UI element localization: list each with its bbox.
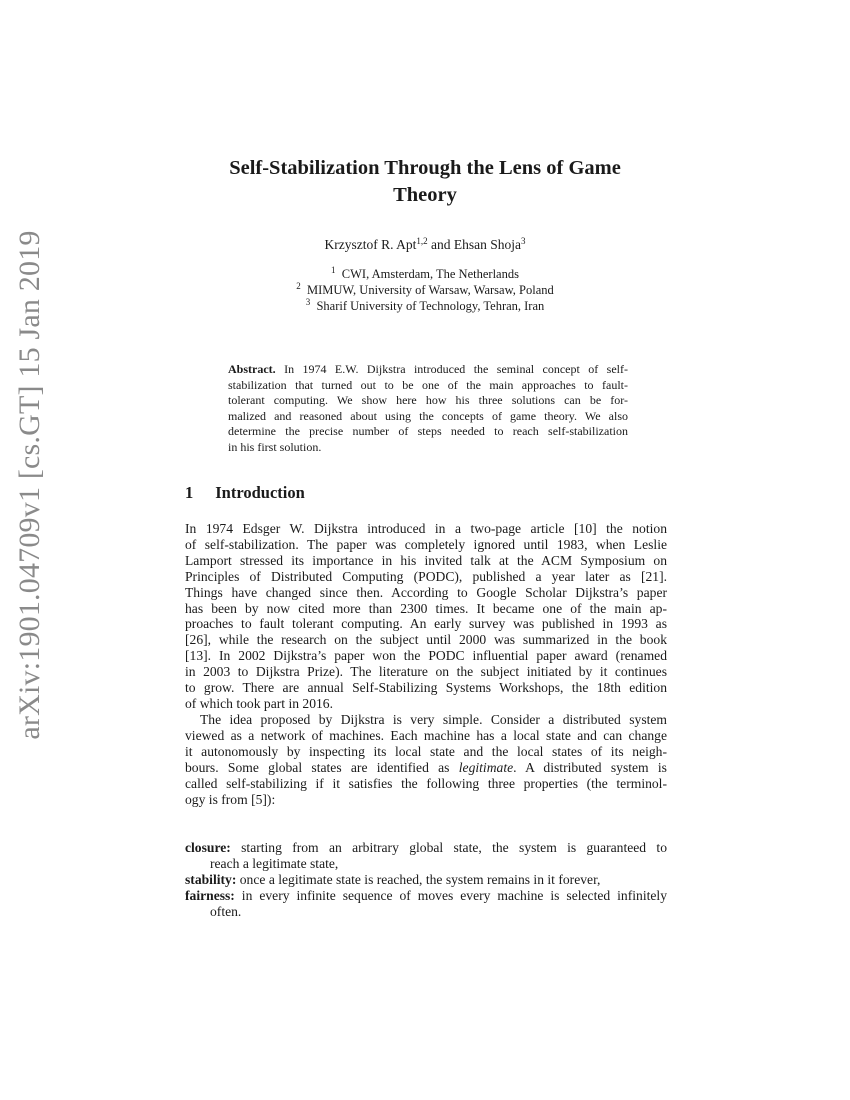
- property-line: [185, 872, 667, 888]
- property-term: fairness:: [185, 888, 235, 903]
- paragraph-line: bours. Some global states are identified as legitimate. A distributed system is: [185, 759, 667, 775]
- paragraph-line: The idea proposed by Dijkstra is very simple. Consider a distributed system: [200, 712, 667, 727]
- paragraph-line: of which took part in 2016.: [185, 695, 333, 711]
- property-text: starting from an arbitrary global state, the system is guaranteed to: [230, 840, 667, 855]
- paragraph-line: In 1974 Edsger W. Dijkstra introduced in a two-page article [10] the notion: [185, 521, 667, 536]
- property-line: [210, 856, 667, 872]
- abstract-label: Abstract.: [228, 362, 276, 376]
- paragraph-line: Principles of Distributed Computing (PODC), published a year later as [21].: [185, 568, 667, 584]
- abstract-line: [228, 362, 628, 377]
- section-heading: [185, 483, 327, 503]
- abstract-text: in his first solution.: [228, 440, 322, 454]
- property-text: reach a legitimate state,: [210, 856, 339, 871]
- abstract-line: [228, 440, 628, 455]
- paragraph-line: it autonomously by inspecting its local state and the local states of its neigh-: [185, 743, 667, 759]
- affiliation: [150, 297, 700, 314]
- paper-title: [150, 155, 700, 209]
- abstract-text: determine the precise number of steps needed to reach self-stabilization: [228, 424, 628, 439]
- property-term: closure:: [185, 840, 231, 855]
- abstract-text: stabilization that turned out to be one of the main approaches to fault-: [228, 377, 628, 392]
- abstract-text: In 1974 E.W. Dijkstra introduced the seminal concept of self-: [275, 362, 628, 376]
- property-line: [185, 888, 667, 904]
- author-name: and Ehsan Shoja: [427, 237, 521, 252]
- paragraph-line: in 2003 to Dijkstra Prize). The literature on the subject initiated by it continues: [185, 664, 667, 680]
- section-title: Introduction: [215, 483, 305, 502]
- affiliation-text: CWI, Amsterdam, The Netherlands: [341, 267, 519, 281]
- affiliation-ref: 3: [521, 236, 526, 246]
- abstract-line: [228, 393, 628, 408]
- paragraph-line: Things have changed since then. According to Google Scholar Dijkstra’s paper: [185, 584, 667, 600]
- paragraph-line: proaches to fault tolerant computing. An early survey was published in 1993 as: [185, 616, 667, 632]
- property-text: once a legitimate state is reached, the system remains in it forever,: [236, 872, 601, 887]
- property-term: stability:: [185, 872, 237, 887]
- paragraph-line: Lamport stressed its importance in his invited talk at the ACM Symposium on: [185, 552, 667, 568]
- paragraph-line: [13]. In 2002 Dijkstra’s paper won the PODC influential paper award (renamed: [185, 648, 667, 664]
- paragraph-line: to grow. There are annual Self-Stabilizing Systems Workshops, the 18th edition: [185, 680, 667, 695]
- property-text: often.: [210, 904, 242, 919]
- affiliation-number: 2: [296, 281, 301, 291]
- abstract-text: tolerant computing. We show here how his three solutions can be for-: [228, 393, 628, 408]
- affiliation-number: 1: [331, 265, 336, 275]
- affiliation-number: 3: [305, 297, 311, 307]
- section-number: 1: [185, 483, 194, 502]
- paragraph-line: has been by now cited more than 2300 times. It became one of the main ap-: [185, 600, 667, 616]
- paragraph-line: ogy is from [5]):: [185, 791, 276, 807]
- affiliation: [150, 281, 700, 298]
- affiliation-ref: 1,2: [416, 236, 428, 246]
- affiliation: [150, 265, 700, 282]
- paragraph-line: [26], while the research on the subject until 2000 was summarized in the book: [185, 632, 667, 648]
- property-line: [210, 904, 667, 920]
- paragraph-line: viewed as a network of machines. Each machine has a local state and can change: [185, 727, 667, 743]
- arxiv-stamp: arXiv:1901.04709v1 [cs.GT] 15 Jan 2019: [13, 230, 46, 740]
- abstract-line: [228, 409, 628, 424]
- paragraph-line: of self-stabilization. The paper was completely ignored until 1983, when Leslie: [185, 536, 667, 552]
- title-line: Self-Stabilization Through the Lens of Game: [229, 157, 621, 179]
- paragraph-line: called self-stabilizing if it satisfies the following three properties (the terminol-: [185, 775, 667, 791]
- property-line: [185, 840, 667, 856]
- affiliation-text: MIMUW, University of Warsaw, Warsaw, Poland: [306, 283, 554, 297]
- abstract-line: [228, 424, 628, 439]
- affiliation-text: Sharif University of Technology, Tehran, Iran: [316, 299, 545, 313]
- author-name: Krzysztof R. Apt: [324, 237, 417, 252]
- property-text: in every infinite sequence of moves every machine is selected infinitely: [234, 888, 667, 903]
- abstract-line: [228, 378, 628, 393]
- abstract-text: malized and reasoned about using the concepts of game theory. We also: [228, 408, 628, 423]
- title-line: Theory: [393, 184, 457, 206]
- authors: [150, 236, 700, 253]
